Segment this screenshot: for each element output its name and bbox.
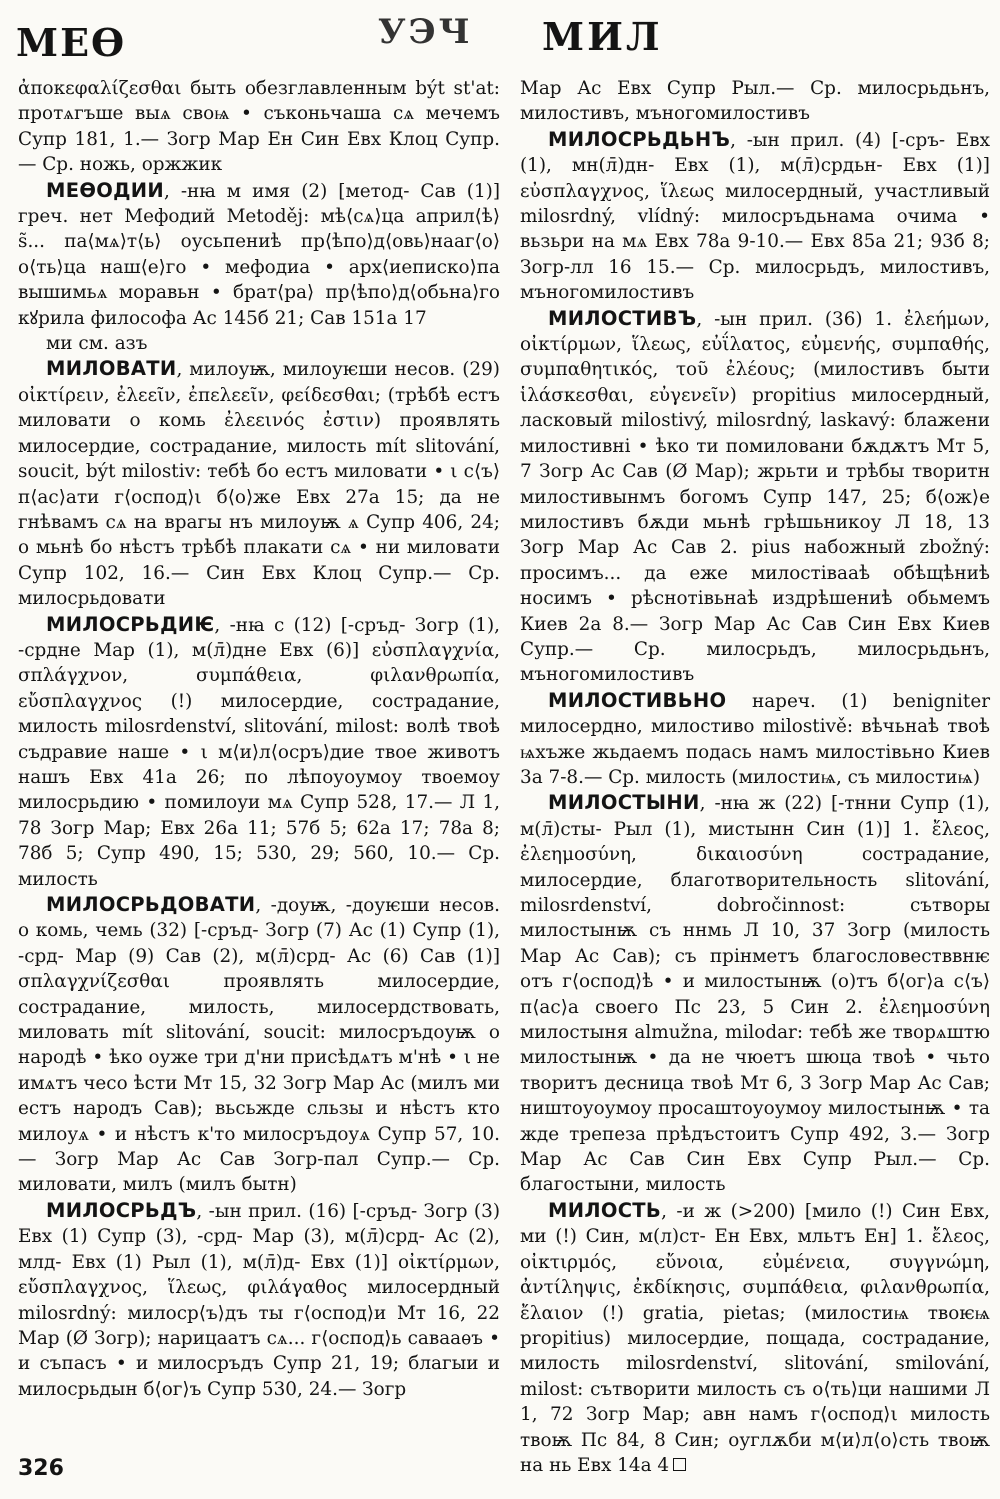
- entry-milosrdie: МИЛОСРЬДИѤ, -нꙗ с (12) [-сръд- Зогр (1), -срдне Мар (1), м(л̄)дне Евх (6)] εὐσπλαγχνία, σπλάγχνον, συμπάθεια, φιλανθρωπία, εὔσπλαγχνος (!) милосердие, сострадание, милость milosrdenství, slitování, milost: волѣ твоѣ съдравие наше • ι м⟨и⟩л⟨осръ⟩дие твое животъ нашъ Евх 41а 26; по лѣпоуоумоу твоемоу милосрьдию • помилоуи мѧ Супр 528, 17.— Л 1, 78 Зогр Мар; Евх 26а 11; 57б 5; 62а 17; 78а 8; 78б 5; Супр 490, 15; 530, 29; 560, 10.— Ср. милость: [18, 612, 500, 890]
- entry-milostiv: МИЛОСТИВЪ, -ын прил. (36) 1. ἐλεήμων, οἰκτίρμων, ἵλεως, εὐΐλατος, εὐμενής, συμπαθής, συμπαθητικός, τοῦ ἐλέους; (милостивъ быти ἱλάσκεσθαι, εὐγενεῖν) propitius милосердный, ласковый milostivý, milosrdný, laskavý: блажени милостивні • ѣко ти помиловани бѫдѫтъ Мт 5, 7 Зогр Ас Сав (Ø Мар); жрьти и трѣбы творитн милостивынмъ богомъ Супр 147, 25; б⟨ож⟩е милостивъ бѫди мьнѣ грѣшьникоу Л 18, 13 Зогр Мар Ас Сав 2. pius набожный zbožný: просимъ... да еже милостівааѣ обѣщѣниѣ носимъ • рѣснотівьнаѣ издрѣшениѣ обьмемъ Киев 2а 8.— Зогр Мар Ас Сав Син Евх Киев Супр.— Ср. милосрьдъ, милосрьдьнъ, мъногомилостивъ: [520, 306, 990, 686]
- page-number: 326: [18, 1456, 64, 1481]
- header-right-word: МИЛ: [542, 14, 663, 59]
- entry-milost: [520, 1198, 990, 1478]
- header-left-word: МЕѲ: [16, 20, 127, 65]
- running-header: [0, 0, 1000, 78]
- end-square-icon: [673, 1458, 686, 1471]
- entry-milosrdn: МИЛОСРЬДЬНЪ, -ын прил. (4) [-сръ- Евх (1), мн(л̄)дн- Евх (1), м(л̄)срдьн- Евх (1)] εὐσπλαγχνος, ἵλεως милосердный, участливый milosrdný, vlídný: милосръдьнама очима • вьзьри на мѧ Евх 78а 9-10.— Евх 85а 21; 93б 8; Зогр-лл 16 15.— Ср. милосрьдъ, милостивъ, мъногомилостивъ: [520, 127, 990, 304]
- entry-mi: ми см. азъ: [46, 333, 148, 355]
- entry-milost-text: МИЛОСТЬ, -и ж (>200) [мило (!) Син Евх, ми (!) Син, м(л)ст- Ен Евх, мльтъ Ен] 1. ἔλεος, οἰκτιρμός, εὔνοια, εὐμένεια, συγγνώμη, ἀντίληψις, ἐκδίκησις, συμπάθεια, φιλανθρωπία, ἔλαιον (!) gratia, pietas; (милостиѩ твоѥѩ propitius) милосердие, пощада, сострадание, милость milosrdenství, slitování, smilování, milost: сътворити милость съ о⟨ть⟩ци нашими Л 1, 72 Зогр Мар; авн намъ г⟨оспод⟩ι милость твоѭ Пс 84, 8 Син; оуглѫби м⟨и⟩л⟨о⟩сть твоѭ на нь Евх 14а 4: [520, 1198, 990, 1476]
- header-center-word: УЭЧ: [378, 12, 473, 52]
- entry-milosrdovati: МИЛОСРЬДОВАТИ, -доуѭ, -доуѥши несов. о комь, чемь (32) [-сръд- Зогр (7) Ас (1) Супр (1), -срд- Мар (9) Сав (2), м(л̄)срд- Ас (6) Сав (1)] σπλαγχνίζεσθαι проявлять милосердие, сострадание, милость, милосердствовать, миловать mít slitování, soucit: милосръдоуѭ о народѣ • ѣко оуже три д'ни присѣдѧтъ м'нѣ • ι не имѧтъ чесо ѣсти Мт 15, 32 Зогр Мар Ас (милъ ми естъ народъ Сав); вьсьжде сльзы и нѣстъ кто милоуѧ • и нѣстъ к'то милосръдоуѧ Супр 57, 10.— Зогр Мар Ас Сав Зогр-пал Супр.— Ср. миловати, милъ (милъ бытн): [18, 893, 500, 1196]
- entry-continuation-right: Мар Ас Евх Супр Рыл.— Ср. милосрьдьнъ, милостивъ, мъногомилостивъ: [520, 78, 990, 125]
- entry-milostyni: МИЛОСТЫНИ, -нꙗ ж (22) [-тнни Супр (1), м(л̄)сты- Рыл (1), мистынн Син (1)] 1. ἔλεος, ἐλεημοσύνη, δικαιοσύνη сострадание, милосердие, благотворительность slitování, milosrdenství, dobročinnost: сътворы милостынѭ съ ннмь Л 10, 37 Зогр (милость Мар Ас Сав); съ прінметъ благословестввнѥ отъ г⟨оспод⟩ѣ • и милостынѭ (о)тъ б⟨ог⟩а с⟨ъ⟩п⟨ас⟩а своего Пс 23, 5 Син 2. ἐλεημοσύνη милостыня almužna, milodar: тебѣ же творѧштю милостынѭ • да не чюетъ шюца твоѣ • чьто творитъ десница твоѣ Мт 6, 3 Зогр Мар Ас Сав; ништоуоумоу просаштоуоумоу милостынѭ • та жде трепеза прѣдъстоитъ Супр 492, 3.— Зогр Мар Ас Сав Син Евх Супр Рыл.— Ср. благостыни, милость: [520, 791, 990, 1196]
- entry-milovati: МИЛОВАТИ, милоуѭ, милоуѥши несов. (29) οἰκτίρειν, ἐλεεῖν, ἐπελεεῖν, φείδεσθαι; (трѣбѣ естъ миловати о комь ἐλεεινός ἐστιν) проявлять милосердие, сострадание, милость mít slitování, soucit, být milostiv: тебѣ бо естъ миловати • ι с⟨ъ⟩п⟨ас⟩ати г⟨оспод⟩ι б⟨о⟩же Евх 27а 15; да не гнѣвамъ сѧ на врагы нъ милоуѭ ѧ Супр 406, 24; о мьнѣ бо нѣстъ трѣбѣ плакати сѧ • ни миловати Супр 102, 16.— Син Евх Клоц Супр.— Ср. милосрьдовати: [18, 357, 500, 610]
- right-column: [520, 76, 990, 1476]
- entry-continuation: ἀποκεφαλίζεσθαι быть обезглавленным být st'at: протѧгъше выѧ своѩ • съконьчаша сѧ мечемъ Супр 181, 1.— Зогр Мар Ен Син Евх Клоц Супр.— Ср. ножь, оржжик: [18, 78, 500, 176]
- entry-milosrd: МИЛОСРЬДЪ, -ын прил. (16) [-сръд- Зогр (3) Евх (1) Супр (3), -срд- Мар (3), м(л̄)срд- Ас (2), млд- Евх (1) Рыл (1), м(л̄)д- Евх (1)] οἰκτίρμων, εὔσπλαγχνος, ἵλεως, φιλάγαθος милосердный milosrdný: милоср⟨ъ⟩дъ ты г⟨оспод⟩и Мт 16, 22 Мар (Ø Зогр); нарицаатъ сѧ... г⟨оспод⟩ь савааѳъ • и съпасъ • и милосръдъ Супр 21, 19; благыи и милосрьдын б⟨ог⟩ъ Супр 530, 24.— Зогр: [18, 1198, 500, 1400]
- entry-mefodii: МЕѲОДИИ, -нꙗ м имя (2) [метод- Сав (1)] греч. нет Мефодий Metoděj: мѣ⟨сѧ⟩ца април⟨ѣ⟩ ѕ̃... па⟨мѧ⟩т⟨ь⟩ оусьпениѣ пр⟨ѣпо⟩д⟨овь⟩нааг⟨о⟩ о⟨ть⟩ца наш⟨е⟩го • мефодиа • арх⟨иеписко⟩па вышимьѧ моравьн • брат⟨ра⟩ пр⟨ѣпо⟩д⟨обьна⟩го кꙋрила философа Ас 145б 21; Сав 151а 17: [18, 178, 500, 329]
- entry-milostivno: МИЛОСТИВЬНО нареч. (1) benigniter милосердно, милостиво milostivě: вѣчьнаѣ твоѣ ѩхъже жьдаемъ подась намъ милостівьно Киев 3а 7-8.— Ср. милость (милостиѩ, съ милостиѩ): [520, 688, 990, 788]
- left-column: [18, 76, 500, 1461]
